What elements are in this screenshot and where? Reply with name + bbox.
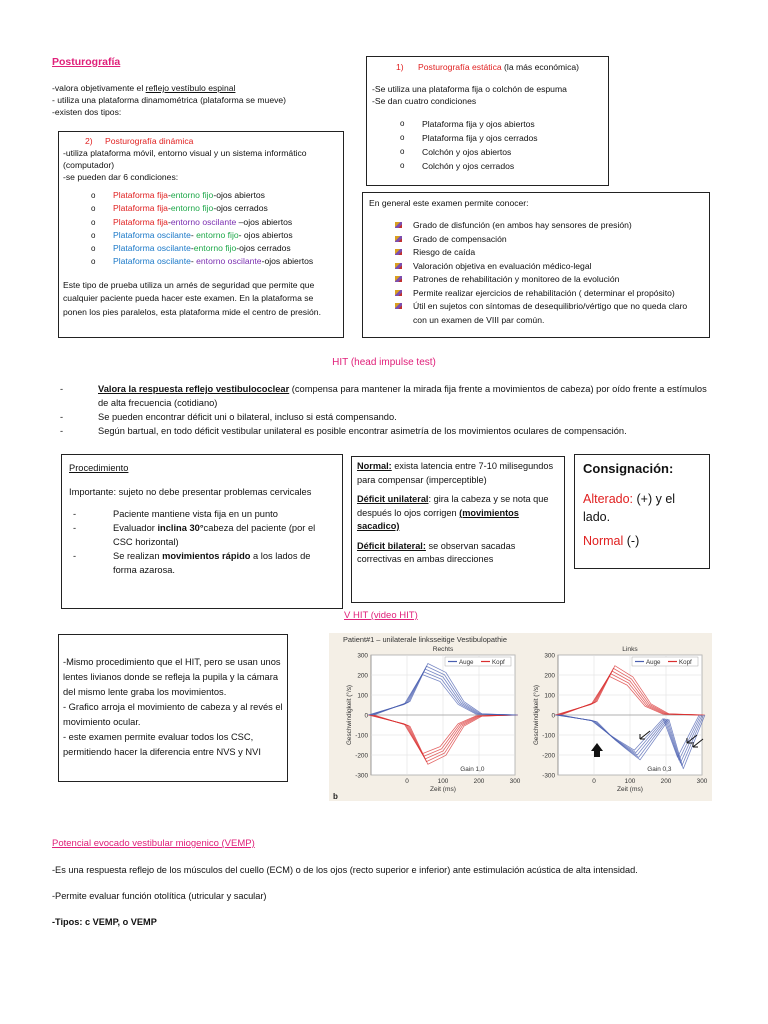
proc-title: Procedimiento xyxy=(69,463,129,473)
panel-letter: b xyxy=(333,792,338,801)
panel-title: Rechts xyxy=(432,646,454,653)
posturo-title: Posturografía xyxy=(52,56,121,68)
posturo-section xyxy=(52,55,342,118)
y-tick-label: -200 xyxy=(542,752,555,760)
condition-item: o Plataforma fija y ojos cerrados xyxy=(372,131,603,145)
proc-item: - Evaluador inclina 30°cabeza del paciente (por el CSC horizontal) xyxy=(69,521,335,549)
list-item: Patrones de rehabilitación y monitoreo de la evolución xyxy=(369,273,703,287)
y-tick-label: -100 xyxy=(542,732,555,740)
condition-item: o Colchón y ojos abiertos xyxy=(372,145,603,159)
estatica-line2: -Se dan cuatro condiciones xyxy=(372,96,477,106)
estatica-conditions xyxy=(372,117,603,173)
x-tick-label: 100 xyxy=(624,778,636,785)
gain-label: Gain 0,3 xyxy=(647,766,672,773)
y-tick-label: 300 xyxy=(544,652,555,660)
y-tick-label: 100 xyxy=(357,692,368,700)
hit-title: HIT (head impulse test) xyxy=(332,357,436,368)
hit-bullet: - Según bartual, en todo déficit vestibular unilateral es posible encontrar asimetría de los movimientos oculares de compensación. xyxy=(56,424,716,438)
finding-normal: Normal: exista latencia entre 7-10 milisegundos para compensar (imperceptible) xyxy=(357,461,554,485)
hit-bullets xyxy=(56,382,716,438)
panel-title: Links xyxy=(622,646,638,653)
vemp-line2: -Permite evaluar función otolítica (utricular y sacular) xyxy=(52,891,267,901)
dinamica-intro2: -se pueden dar 6 condiciones: xyxy=(63,172,179,182)
legend-label: Kopf xyxy=(492,659,505,666)
y-tick-label: 0 xyxy=(551,712,555,720)
list-item: Grado de compensación xyxy=(369,233,703,247)
x-axis-label: Zeit (ms) xyxy=(429,786,457,793)
y-tick-label: 200 xyxy=(357,672,368,680)
condition-item: o Colchón y ojos cerrados xyxy=(372,159,603,173)
condition-item: o Plataforma oscilante-entorno fijo-ojos cerrados xyxy=(63,242,339,255)
y-axis-label: Geschwindigkeit (°/s) xyxy=(346,684,353,746)
dinamica-box xyxy=(58,131,344,338)
gain-label: Gain 1,0 xyxy=(460,766,485,773)
legend-label: Kopf xyxy=(679,659,692,666)
x-tick-label: 0 xyxy=(592,778,596,785)
dinamica-heading: 2) Posturografía dinámica xyxy=(85,136,194,146)
dinamica-footer: Este tipo de prueba utiliza un arnés de seguridad que permite que cualquier paciente pueda hacer este examen. En la plataforma se ponen los pies paralelos, esta plataforma mide el centro de presión. xyxy=(63,279,321,317)
general-list xyxy=(369,219,703,327)
y-tick-label: -300 xyxy=(542,772,555,780)
proc-list xyxy=(69,507,335,577)
vemp-line3: -Tipos: c VEMP, o VEMP xyxy=(52,917,157,927)
legend-label: Auge xyxy=(646,659,661,666)
condition-item: o Plataforma oscilante- entorno oscilante-ojos abiertos xyxy=(63,255,339,268)
findings-box xyxy=(351,456,565,603)
vhit-text: -Mismo procedimiento que el HIT, pero se usan unos lentes livianos donde se refleja la pupila y la cámara del mismo lente graba los movimientos. - Grafico arroja el movimiento de cabeza y al revés el movimiento ocular. - este examen permite evaluar todos los CSC, permitiendo hacer la diferencia entre NVS y NVI xyxy=(63,657,283,757)
y-tick-label: 100 xyxy=(544,692,555,700)
general-box xyxy=(362,192,710,338)
estatica-heading: 1) Posturografía estática (la más económica) xyxy=(396,62,580,72)
chart-title: Patient#1 – unilaterale linksseitige Vestibulopathie xyxy=(343,635,507,644)
consig-alterado: Alterado: (+) y el lado. xyxy=(583,492,676,524)
y-tick-label: 0 xyxy=(364,712,368,720)
vhit-chart-svg xyxy=(329,633,712,801)
procedimiento-box xyxy=(61,454,343,609)
proc-item: - Se realizan movimientos rápido a los lados de forma azarosa. xyxy=(69,549,335,577)
general-intro: En general este examen permite conocer: xyxy=(369,198,529,208)
list-item: Permite realizar ejercicios de rehabilitación ( determinar el propósito) xyxy=(369,287,703,301)
vhit-chart xyxy=(329,633,712,801)
x-axis-label: Zeit (ms) xyxy=(616,786,644,793)
legend-label: Auge xyxy=(459,659,474,666)
proc-important: Importante: sujeto no debe presentar problemas cervicales xyxy=(69,487,312,497)
y-tick-label: 200 xyxy=(544,672,555,680)
y-tick-label: -200 xyxy=(355,752,368,760)
condition-item: o Plataforma fija-entorno fijo-ojos cerrados xyxy=(63,202,339,215)
x-tick-label: 300 xyxy=(509,778,521,785)
list-item: Útil en sujetos con síntomas de desequilibrio/vértigo que no queda claro con un examen de VIII par común. xyxy=(369,300,703,327)
condition-item: o Plataforma fija-entorno fijo-ojos abiertos xyxy=(63,189,339,202)
y-tick-label: 300 xyxy=(357,652,368,660)
posturo-line1: -valora objetivamente el reflejo vestíbulo espinal xyxy=(52,83,236,93)
vhit-box xyxy=(58,634,288,782)
list-item: Riesgo de caída xyxy=(369,246,703,260)
consig-normal: Normal (-) xyxy=(583,534,640,548)
estatica-line1: -Se utiliza una plataforma fija o colchón de espuma xyxy=(372,84,567,94)
y-axis-label: Geschwindigkeit (°/s) xyxy=(533,684,540,746)
estatica-box xyxy=(366,56,609,186)
hit-bullet: - Se pueden encontrar déficit uni o bilateral, incluso si está compensando. xyxy=(56,410,716,424)
vhit-title: V HIT (video HIT) xyxy=(344,610,418,621)
posturo-line3: -existen dos tipos: xyxy=(52,107,122,117)
finding-bilateral: Déficit bilateral: se observan sacadas correctivas en ambas direcciones xyxy=(357,540,516,564)
x-tick-label: 0 xyxy=(405,778,409,785)
condition-item: o Plataforma fija y ojos abiertos xyxy=(372,117,603,131)
consignacion-box xyxy=(574,454,710,569)
vemp-line1: -Es una respuesta reflejo de los músculos del cuello (ECM) o de los ojos (recto superior e inferior) ante estimulación acústica de alta intensidad. xyxy=(52,865,638,875)
hit-bullet: - Valora la respuesta reflejo vestibulococlear (compensa para mantener la mirada fija frente a movimientos de cabeza) por oído frente a estímulos de alta frecuencia (cotidiano) xyxy=(56,382,716,410)
dinamica-conditions xyxy=(63,189,339,269)
consig-title: Consignación: xyxy=(583,461,674,476)
y-tick-label: -100 xyxy=(355,732,368,740)
condition-item: o Plataforma oscilante- entorno fijo- ojos abiertos xyxy=(63,229,339,242)
condition-item: o Plataforma fija-entorno oscilante –ojos abiertos xyxy=(63,216,339,229)
x-tick-label: 200 xyxy=(473,778,485,785)
list-item: Grado de disfunción (en ambos hay sensores de presión) xyxy=(369,219,703,233)
dinamica-intro1: -utiliza plataforma móvil, entorno visual y un sistema informático (computador) xyxy=(63,148,307,170)
x-tick-label: 300 xyxy=(696,778,708,785)
finding-unilateral: Déficit unilateral: gira la cabeza y se nota que después lo ojos corrigen (movimientos sacadico) xyxy=(357,494,549,531)
x-tick-label: 100 xyxy=(437,778,449,785)
y-tick-label: -300 xyxy=(355,772,368,780)
x-tick-label: 200 xyxy=(660,778,672,785)
vemp-title: Potencial evocado vestibular miogenico (VEMP) xyxy=(52,838,255,849)
list-item: Valoración objetiva en evaluación médico-legal xyxy=(369,260,703,274)
proc-item: - Paciente mantiene vista fija en un punto xyxy=(69,507,335,521)
posturo-line2: - utiliza una plataforma dinamométrica (plataforma se mueve) xyxy=(52,95,287,105)
